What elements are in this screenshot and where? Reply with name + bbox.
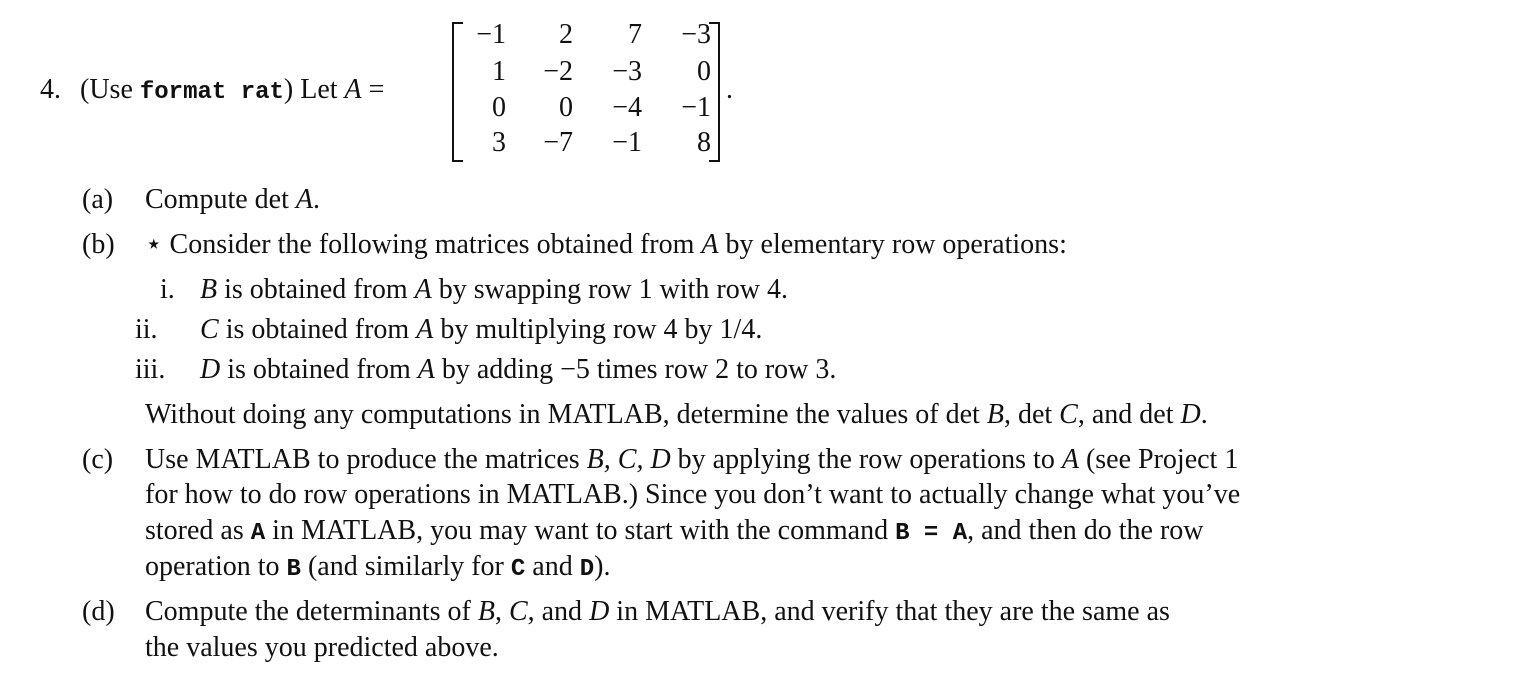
math-variable: D [1180, 399, 1201, 430]
subitem-label: i. [160, 274, 175, 305]
matrix-cell: −3 [612, 56, 642, 87]
subitem-label: ii. [135, 314, 158, 345]
subitem-text [200, 273, 788, 307]
text-segment: for how to do row operations in MATLAB.) Since you don’t want to actually change what you’ve [145, 479, 1241, 510]
matrix-cell: 1 [492, 56, 506, 87]
part-b-instructions [145, 398, 1208, 432]
code-text: D [579, 556, 595, 583]
matrix-cell: 0 [492, 92, 506, 123]
problem-number: 4. [40, 74, 61, 105]
text-segment: Compute the determinants of [145, 596, 478, 627]
part-text-line [145, 631, 499, 665]
text-segment: is obtained from [217, 274, 415, 305]
text-segment: Use MATLAB to produce the matrices [145, 444, 587, 475]
code-text: A [250, 520, 266, 547]
text-segment: operation to [145, 551, 287, 582]
matrix-cell: 7 [628, 19, 642, 50]
text-segment: by elementary row operations: [718, 229, 1067, 260]
math-variable: A [295, 184, 313, 215]
part-label: (b) [82, 229, 115, 260]
math-variable: C [200, 314, 219, 345]
matrix-cell: −4 [612, 92, 642, 123]
matrix-cell: −3 [681, 19, 711, 50]
math-variable: D [200, 354, 221, 385]
text-segment: (Use [80, 74, 140, 105]
part-label: (a) [82, 184, 114, 215]
math-variable: A [416, 314, 434, 345]
math-variable: A [344, 74, 362, 105]
code-text: C [510, 556, 526, 583]
text-segment: . [312, 184, 320, 215]
matrix-cell: −7 [543, 127, 573, 158]
matrix-cell: −1 [612, 127, 642, 158]
math-variable: A [414, 274, 432, 305]
code-text: B = A [895, 520, 968, 547]
text-segment: by applying the row operations to [670, 444, 1062, 475]
text-segment: stored as [145, 515, 251, 546]
text-segment: , and [527, 596, 590, 627]
text-segment: , [494, 596, 509, 627]
text-segment: Without doing any computations in MATLAB, determine the values of det [145, 399, 987, 430]
text-segment: and [525, 551, 580, 582]
matrix-cell: −1 [476, 19, 506, 50]
text-segment: ). [594, 551, 611, 582]
text-segment: = [361, 74, 385, 105]
matrix-a [452, 19, 720, 162]
text-segment: (and similarly for [300, 551, 511, 582]
part-text-line [145, 183, 320, 217]
code-text: B [286, 556, 301, 583]
matrix-cell: 2 [559, 19, 573, 50]
problem-intro [80, 73, 384, 110]
math-variable: B, C, D [586, 444, 671, 475]
text-segment: , det [1003, 399, 1060, 430]
text-segment: (see Project 1 [1078, 444, 1239, 475]
text-segment: is obtained from [218, 314, 417, 345]
text-segment: in MATLAB, and verify that they are the same as [609, 596, 1170, 627]
text-segment: in MATLAB, you may want to start with the command [265, 515, 896, 546]
text-segment: , and det [1077, 399, 1181, 430]
part-text-line [145, 550, 610, 587]
matrix-cell: 8 [697, 127, 711, 158]
math-variable: A [1061, 444, 1079, 475]
part-label: (d) [82, 596, 115, 627]
subitem-label: iii. [135, 354, 166, 385]
math-variable: A [417, 354, 435, 385]
matrix-cell: 0 [697, 56, 711, 87]
part-text-line [145, 514, 1204, 551]
text-segment: Compute det [145, 184, 296, 215]
code-text: format rat [139, 79, 284, 106]
text-segment: by swapping row 1 with row 4. [431, 274, 788, 305]
matrix-cell: 3 [492, 127, 506, 158]
part-text-line [145, 443, 1238, 477]
matrix-cell: 0 [559, 92, 573, 123]
text-segment: ⋆ Consider the following matrices obtained from [145, 229, 702, 260]
matrix-cell: −1 [681, 92, 711, 123]
math-variable: B [477, 596, 495, 627]
subitem-text [200, 313, 762, 347]
matrix-period: . [726, 74, 733, 105]
math-variable: C [1059, 399, 1078, 430]
math-variable: D [589, 596, 610, 627]
text-segment: , and then do the row [967, 515, 1204, 546]
part-text-line [145, 228, 1067, 262]
text-segment: is obtained from [220, 354, 418, 385]
part-text-line [145, 595, 1170, 629]
math-variable: A [701, 229, 719, 260]
text-segment: by adding −5 times row 2 to row 3. [434, 354, 837, 385]
text-segment: the values you predicted above. [145, 632, 499, 663]
text-segment: ) Let [283, 74, 345, 105]
math-variable: C [508, 596, 528, 627]
text-segment: . [1200, 399, 1208, 430]
math-variable: B [200, 274, 218, 305]
math-variable: B [986, 399, 1004, 430]
part-label: (c) [82, 444, 114, 475]
part-text-line [145, 478, 1240, 512]
subitem-text [200, 353, 836, 387]
text-segment: by multiplying row 4 by 1/4. [433, 314, 763, 345]
matrix-cell: −2 [543, 56, 573, 87]
